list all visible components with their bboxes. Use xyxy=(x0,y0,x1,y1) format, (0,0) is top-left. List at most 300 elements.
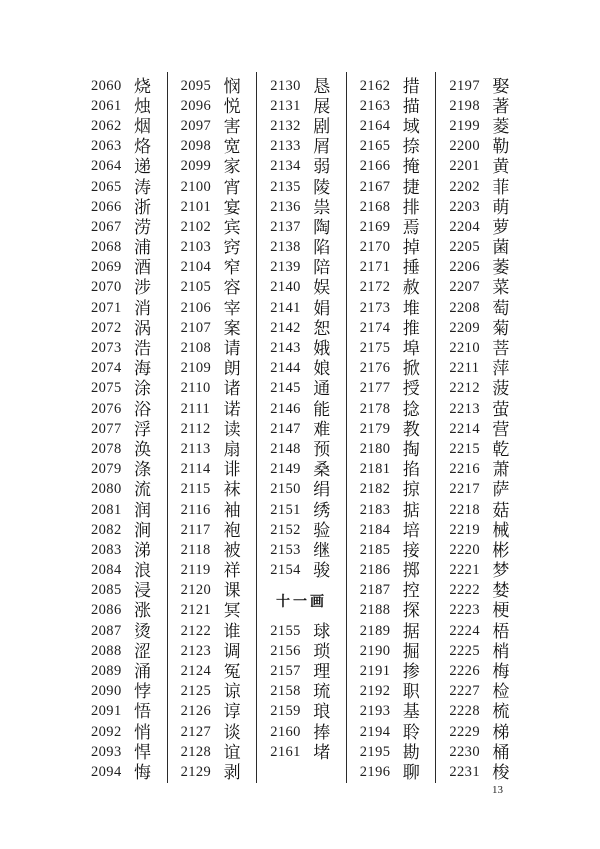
entry-number: 2174 xyxy=(359,319,391,336)
entry-number: 2111 xyxy=(180,400,211,417)
list-item xyxy=(347,661,436,681)
entry-number: 2131 xyxy=(270,97,301,114)
entry-number: 2062 xyxy=(91,117,122,134)
list-item xyxy=(168,702,257,722)
list-item xyxy=(78,197,167,217)
entry-character: 菲 xyxy=(492,177,510,197)
entry-number: 2128 xyxy=(180,743,212,760)
entry-number: 2068 xyxy=(91,239,122,256)
entry-character: 琉 xyxy=(313,682,331,702)
entry-number: 2152 xyxy=(270,521,301,538)
entry-number: 2071 xyxy=(91,299,122,316)
entry-character: 继 xyxy=(313,540,331,560)
entry-character: 烧 xyxy=(134,76,151,96)
list-item xyxy=(78,116,167,136)
entry-character: 宴 xyxy=(223,197,241,217)
entry-number: 2185 xyxy=(359,541,391,558)
list-item xyxy=(347,399,436,419)
entry-character: 据 xyxy=(402,621,420,641)
entry-character: 烛 xyxy=(134,96,151,116)
list-item xyxy=(168,641,257,661)
list-item xyxy=(168,742,257,762)
list-item xyxy=(168,601,257,621)
list-item xyxy=(168,500,257,520)
list-item xyxy=(436,338,525,358)
entry-number: 2190 xyxy=(359,642,391,659)
list-item xyxy=(347,500,436,520)
entry-number: 2091 xyxy=(91,703,122,720)
entry-character: 勒 xyxy=(492,137,510,157)
list-item xyxy=(436,601,525,621)
entry-character: 涂 xyxy=(134,379,151,399)
list-item xyxy=(78,561,167,581)
entry-number: 2155 xyxy=(270,622,301,639)
list-item xyxy=(436,621,525,641)
entry-character: 骏 xyxy=(313,561,331,581)
entry-character: 菱 xyxy=(492,116,510,136)
list-item xyxy=(257,238,346,258)
list-item xyxy=(257,116,346,136)
entry-number: 2064 xyxy=(91,158,122,175)
entry-number: 2082 xyxy=(91,521,122,538)
entry-number: 2201 xyxy=(449,158,480,175)
entry-number: 2142 xyxy=(270,319,301,336)
list-item xyxy=(168,116,257,136)
entry-character: 涤 xyxy=(134,460,151,480)
entry-number: 2147 xyxy=(270,420,301,437)
list-item xyxy=(257,197,346,217)
entry-number: 2101 xyxy=(180,198,212,215)
entry-number: 2092 xyxy=(91,723,122,740)
list-item xyxy=(78,137,167,157)
entry-character: 请 xyxy=(223,339,241,359)
entry-character: 萎 xyxy=(492,258,510,278)
entry-character: 婪 xyxy=(492,581,510,601)
list-item xyxy=(168,480,257,500)
entry-number: 2078 xyxy=(91,440,122,457)
entry-character: 梗 xyxy=(492,601,510,621)
entry-character: 袜 xyxy=(223,480,241,500)
entry-character: 袍 xyxy=(223,520,241,540)
entry-number: 2099 xyxy=(180,158,212,175)
entry-character: 祥 xyxy=(223,561,241,581)
entry-character: 涣 xyxy=(134,439,151,459)
entry-number: 2087 xyxy=(91,622,122,639)
list-item xyxy=(436,419,525,439)
entry-number: 2085 xyxy=(91,582,122,599)
entry-number: 2110 xyxy=(180,380,211,397)
list-item xyxy=(257,561,346,581)
list-item xyxy=(257,298,346,318)
list-item xyxy=(436,561,525,581)
list-item xyxy=(168,762,257,782)
entry-number: 2218 xyxy=(449,501,480,518)
entry-number: 2146 xyxy=(270,400,301,417)
entry-character: 弱 xyxy=(313,157,331,177)
entry-number: 2173 xyxy=(359,299,391,316)
entry-character: 朗 xyxy=(223,359,241,379)
list-item xyxy=(168,722,257,742)
entry-character: 基 xyxy=(402,702,420,722)
list-item xyxy=(168,76,257,96)
entry-number: 2077 xyxy=(91,420,122,437)
entry-character: 被 xyxy=(223,540,241,560)
entry-number: 2136 xyxy=(270,198,301,215)
entry-number: 2123 xyxy=(180,642,212,659)
list-item xyxy=(78,702,167,722)
list-item xyxy=(436,762,525,782)
list-item xyxy=(436,399,525,419)
entry-number: 2163 xyxy=(359,97,391,114)
list-item xyxy=(168,258,257,278)
list-item xyxy=(436,96,525,116)
entry-number: 2081 xyxy=(91,501,122,518)
entry-character: 陪 xyxy=(313,258,331,278)
list-item xyxy=(436,540,525,560)
entry-number: 2229 xyxy=(449,723,480,740)
entry-character: 递 xyxy=(134,157,151,177)
list-item xyxy=(78,641,167,661)
entry-number: 2112 xyxy=(180,420,211,437)
entry-number: 2097 xyxy=(180,117,212,134)
list-item xyxy=(78,157,167,177)
entry-character: 容 xyxy=(223,278,241,298)
entry-number: 2120 xyxy=(180,582,212,599)
list-item xyxy=(257,359,346,379)
entry-character: 宰 xyxy=(223,298,241,318)
entry-number: 2204 xyxy=(449,218,480,235)
list-item xyxy=(78,500,167,520)
section-header: 十一画 xyxy=(275,594,327,610)
entry-number: 2075 xyxy=(91,380,122,397)
entry-number: 2162 xyxy=(359,77,391,94)
entry-number: 2139 xyxy=(270,259,301,276)
entry-character: 捺 xyxy=(402,137,420,157)
entry-number: 2167 xyxy=(359,178,391,195)
list-item xyxy=(436,278,525,298)
entry-number: 2221 xyxy=(449,562,480,579)
entry-number: 2151 xyxy=(270,501,301,518)
entry-number: 2197 xyxy=(449,77,480,94)
entry-character: 谈 xyxy=(223,722,241,742)
list-item xyxy=(257,379,346,399)
list-item xyxy=(347,137,436,157)
entry-character: 埠 xyxy=(402,339,420,359)
entry-number: 2115 xyxy=(180,481,211,498)
list-item xyxy=(347,177,436,197)
entry-number: 2140 xyxy=(270,279,301,296)
entry-character: 梧 xyxy=(492,621,510,641)
entry-number: 2118 xyxy=(180,541,211,558)
column xyxy=(168,72,258,783)
entry-number: 2222 xyxy=(449,582,480,599)
entry-number: 2108 xyxy=(180,340,212,357)
list-item xyxy=(78,601,167,621)
entry-number: 2072 xyxy=(91,319,122,336)
entry-number: 2210 xyxy=(449,340,480,357)
entry-number: 2208 xyxy=(449,299,480,316)
entry-character: 萌 xyxy=(492,197,510,217)
list-item xyxy=(78,419,167,439)
entry-number: 2209 xyxy=(449,319,480,336)
entry-number: 2188 xyxy=(359,602,391,619)
entry-character: 涝 xyxy=(134,217,151,237)
list-item xyxy=(436,682,525,702)
entry-number: 2107 xyxy=(180,319,212,336)
entry-character: 家 xyxy=(223,157,241,177)
entry-number: 2159 xyxy=(270,703,301,720)
entry-number: 2203 xyxy=(449,198,480,215)
entry-number: 2193 xyxy=(359,703,391,720)
entry-character: 浮 xyxy=(134,419,151,439)
entry-character: 通 xyxy=(313,379,331,399)
entry-character: 接 xyxy=(402,540,420,560)
entry-character: 掉 xyxy=(402,238,420,258)
list-item xyxy=(257,278,346,298)
list-item xyxy=(78,682,167,702)
list-item xyxy=(347,157,436,177)
entry-number: 2103 xyxy=(180,239,212,256)
entry-character: 悖 xyxy=(134,682,151,702)
list-item xyxy=(257,76,346,96)
list-item xyxy=(436,76,525,96)
list-item xyxy=(347,561,436,581)
entry-number: 2169 xyxy=(359,218,391,235)
list-item xyxy=(78,581,167,601)
entry-number: 2061 xyxy=(91,97,122,114)
list-item xyxy=(78,338,167,358)
entry-number: 2157 xyxy=(270,663,301,680)
list-item xyxy=(257,460,346,480)
entry-number: 2202 xyxy=(449,178,480,195)
entry-character: 教 xyxy=(402,419,420,439)
entry-character: 袖 xyxy=(223,500,241,520)
entry-character: 陶 xyxy=(313,217,331,237)
entry-number: 2095 xyxy=(180,77,212,94)
entry-character: 烟 xyxy=(134,116,151,136)
list-item xyxy=(347,278,436,298)
list-item xyxy=(257,682,346,702)
entry-number: 2183 xyxy=(359,501,391,518)
entry-number: 2129 xyxy=(180,763,212,780)
entry-number: 2158 xyxy=(270,683,301,700)
entry-number: 2166 xyxy=(359,158,391,175)
list-item xyxy=(168,359,257,379)
entry-number: 2206 xyxy=(449,259,480,276)
list-item xyxy=(78,661,167,681)
entry-character: 掩 xyxy=(402,157,420,177)
entry-number: 2216 xyxy=(449,461,480,478)
entry-character: 聆 xyxy=(402,722,420,742)
entry-number: 2133 xyxy=(270,138,301,155)
list-item xyxy=(78,379,167,399)
entry-number: 2220 xyxy=(449,541,480,558)
entry-character: 黄 xyxy=(492,157,510,177)
entry-character: 涛 xyxy=(134,177,151,197)
list-item xyxy=(436,661,525,681)
entry-number: 2104 xyxy=(180,259,212,276)
list-item xyxy=(78,96,167,116)
character-table xyxy=(78,72,525,783)
entry-character: 球 xyxy=(313,621,331,641)
list-item xyxy=(257,540,346,560)
entry-number: 2178 xyxy=(359,400,391,417)
entry-character: 掀 xyxy=(402,359,420,379)
entry-character: 梯 xyxy=(492,722,510,742)
list-item xyxy=(436,742,525,762)
entry-character: 宽 xyxy=(223,137,241,157)
list-item xyxy=(436,258,525,278)
entry-character: 探 xyxy=(402,601,420,621)
entry-character: 萧 xyxy=(492,460,510,480)
entry-number: 2105 xyxy=(180,279,212,296)
entry-number: 2186 xyxy=(359,562,391,579)
entry-character: 酒 xyxy=(134,258,151,278)
list-item xyxy=(347,379,436,399)
entry-character: 掘 xyxy=(402,641,420,661)
list-item xyxy=(257,480,346,500)
entry-character: 海 xyxy=(134,359,151,379)
entry-number: 2184 xyxy=(359,521,391,538)
entry-number: 2080 xyxy=(91,481,122,498)
list-item xyxy=(78,439,167,459)
list-item xyxy=(347,197,436,217)
entry-number: 2187 xyxy=(359,582,391,599)
entry-character: 娥 xyxy=(313,339,331,359)
list-item xyxy=(78,76,167,96)
entry-character: 悯 xyxy=(223,76,241,96)
entry-number: 2156 xyxy=(270,642,301,659)
list-item xyxy=(257,177,346,197)
list-item xyxy=(347,298,436,318)
entry-number: 2161 xyxy=(270,743,301,760)
entry-number: 2093 xyxy=(91,743,122,760)
entry-number: 2211 xyxy=(449,360,480,377)
list-item xyxy=(257,520,346,540)
list-item xyxy=(168,439,257,459)
entry-number: 2074 xyxy=(91,360,122,377)
entry-number: 2063 xyxy=(91,138,122,155)
entry-character: 验 xyxy=(313,520,331,540)
column xyxy=(257,72,347,783)
entry-number: 2138 xyxy=(270,239,301,256)
list-item xyxy=(78,258,167,278)
column xyxy=(436,72,525,783)
list-item xyxy=(168,137,257,157)
entry-character: 谊 xyxy=(223,742,241,762)
entry-number: 2090 xyxy=(91,683,122,700)
list-item xyxy=(257,96,346,116)
entry-character: 消 xyxy=(134,298,151,318)
entry-character: 祟 xyxy=(313,197,331,217)
entry-character: 剧 xyxy=(313,116,331,136)
entry-number: 2079 xyxy=(91,461,122,478)
list-item xyxy=(168,318,257,338)
list-item xyxy=(168,581,257,601)
entry-number: 2230 xyxy=(449,743,480,760)
list-item xyxy=(168,298,257,318)
list-item xyxy=(436,722,525,742)
entry-number: 2194 xyxy=(359,723,391,740)
entry-number: 2217 xyxy=(449,481,480,498)
entry-character: 控 xyxy=(402,581,420,601)
list-item xyxy=(257,137,346,157)
list-item xyxy=(436,217,525,237)
entry-character: 乾 xyxy=(492,439,510,459)
entry-number: 2088 xyxy=(91,642,122,659)
entry-number: 2122 xyxy=(180,622,212,639)
entry-number: 2121 xyxy=(180,602,212,619)
entry-character: 捧 xyxy=(313,722,331,742)
list-item xyxy=(257,217,346,237)
entry-number: 2117 xyxy=(180,521,211,538)
entry-character: 浩 xyxy=(134,339,151,359)
list-item xyxy=(78,762,167,782)
entry-character: 营 xyxy=(492,419,510,439)
list-item xyxy=(168,379,257,399)
list-item xyxy=(347,641,436,661)
entry-number: 2076 xyxy=(91,400,122,417)
entry-character: 润 xyxy=(134,500,151,520)
list-item xyxy=(168,96,257,116)
entry-character: 理 xyxy=(313,662,331,682)
entry-character: 萝 xyxy=(492,217,510,237)
list-item xyxy=(78,298,167,318)
entry-number: 2141 xyxy=(270,299,301,316)
list-item xyxy=(168,561,257,581)
entry-number: 2226 xyxy=(449,663,480,680)
entry-character: 萨 xyxy=(492,480,510,500)
entry-character: 桑 xyxy=(313,460,331,480)
entry-character: 悔 xyxy=(134,762,151,782)
entry-character: 陵 xyxy=(313,177,331,197)
list-item xyxy=(347,702,436,722)
list-item xyxy=(168,419,257,439)
list-item xyxy=(347,581,436,601)
entry-character: 悍 xyxy=(134,742,151,762)
entry-number: 2160 xyxy=(270,723,301,740)
list-item xyxy=(257,641,346,661)
entry-character: 涕 xyxy=(134,540,151,560)
list-item xyxy=(78,520,167,540)
entry-character: 悄 xyxy=(134,722,151,742)
entry-number: 2116 xyxy=(180,501,211,518)
entry-number: 2224 xyxy=(449,622,480,639)
list-item xyxy=(257,318,346,338)
list-item xyxy=(257,157,346,177)
entry-number: 2066 xyxy=(91,198,122,215)
entry-number: 2172 xyxy=(359,279,391,296)
entry-character: 菌 xyxy=(492,238,510,258)
entry-character: 冥 xyxy=(223,601,241,621)
entry-character: 能 xyxy=(313,399,331,419)
entry-number: 2153 xyxy=(270,541,301,558)
list-item xyxy=(347,762,436,782)
entry-number: 2065 xyxy=(91,178,122,195)
list-item xyxy=(257,702,346,722)
entry-number: 2083 xyxy=(91,541,122,558)
entry-number: 2215 xyxy=(449,440,480,457)
entry-character: 调 xyxy=(223,641,241,661)
entry-character: 预 xyxy=(313,439,331,459)
entry-character: 课 xyxy=(223,581,241,601)
entry-character: 读 xyxy=(223,419,241,439)
entry-character: 浦 xyxy=(134,238,151,258)
entry-number: 2149 xyxy=(270,461,301,478)
list-item xyxy=(347,318,436,338)
entry-number: 2127 xyxy=(180,723,212,740)
list-item xyxy=(347,460,436,480)
